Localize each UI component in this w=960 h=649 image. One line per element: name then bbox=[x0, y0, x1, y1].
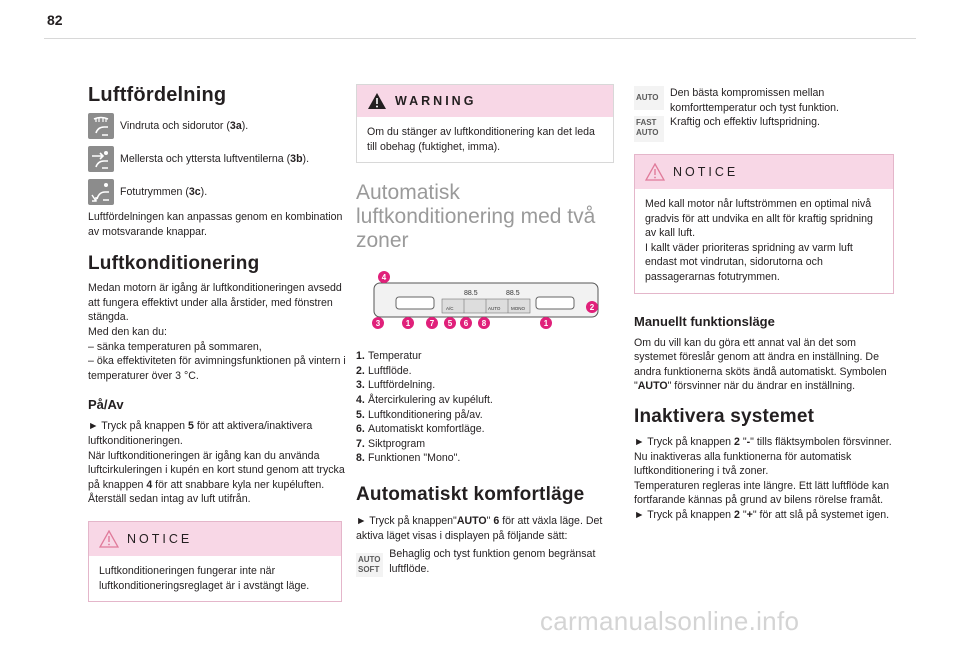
distribution-row-foot bbox=[88, 179, 348, 205]
column-middle bbox=[356, 84, 614, 584]
fast-auto-icon: FAST AUTO bbox=[634, 116, 664, 142]
notice-title: NOTICE bbox=[673, 165, 739, 179]
soft-mode-text: Behaglig och tyst funktion genom begränsat luftflöde. bbox=[389, 548, 596, 575]
notice-text-cold-engine: Med kall motor når luftströmmen en optimal nivå gradvis för att undvika en allt för kraftig spridning av kall luft. bbox=[645, 198, 873, 240]
panel-mono-label: MONO bbox=[511, 306, 525, 312]
legend-item: 8. Funktionen "Mono". bbox=[356, 452, 461, 465]
legend-item: 3. Luftfördelning. bbox=[356, 379, 436, 392]
pa-av-recirculation: När luftkonditioneringen är igång kan du använda luftcirkuleringen i kupén en kort stund genom att trycka på knappen 4 för att snabbare kyla ner kupéluften. Återställ sedan intag av luft utifrån. bbox=[88, 449, 345, 506]
heading-pa-av: På/Av bbox=[88, 397, 124, 413]
panel-callout-label: 3 bbox=[375, 319, 381, 329]
heading-luftkonditionering: Luftkonditionering bbox=[88, 253, 260, 275]
panel-ac-label: A/C bbox=[446, 306, 454, 312]
manuellt-text: Om du vill kan du göra ett annat val än det som systemet föreslår genom att ändra en inställning. De andra funktionerna sköts ändå automatiskt. Symbolen "AUTO" försvinner när du ändrar en inställning. bbox=[634, 336, 887, 393]
legend-item: 6. Automatiskt komfortläge. bbox=[356, 423, 485, 436]
luftkond-intro: Medan motorn är igång är luftkonditioneringen avsedd att fungera effektivt under alla årstider, med fönstren stängda. bbox=[88, 282, 342, 324]
fast-mode-text: Kraftig och effektiv luftspridning. bbox=[670, 116, 820, 129]
header-rule bbox=[44, 38, 916, 39]
distribution-row-vents bbox=[88, 146, 348, 172]
face-vents-airflow-icon bbox=[88, 146, 114, 172]
panel-callout-label: 5 bbox=[447, 319, 453, 329]
luftkond-bullet-winter: – öka effektiviteten för avimningsfunktionen på vintern i temperaturer över 3 °C. bbox=[88, 355, 346, 382]
panel-callout-label: 7 bbox=[429, 319, 435, 329]
inaktivera-text-3: Temperaturen regleras inte längre. Ett lätt luftflöde kan fortfarande kännas på grund av bilens rörelse framåt. bbox=[634, 479, 889, 507]
distribution-row-windshield bbox=[88, 113, 348, 139]
legend-item: 1. Temperatur bbox=[356, 350, 422, 363]
legend-item: 4. Återcirkulering av kupéluft. bbox=[356, 393, 493, 406]
legend-item: 2. Luftflöde. bbox=[356, 364, 412, 377]
distribution-windshield-text: Vindruta och sidorutor (3a). bbox=[120, 119, 249, 132]
column-left bbox=[88, 80, 348, 602]
column-right bbox=[634, 86, 894, 523]
inaktivera-instruction: ► Tryck på knappen 2 "-" tills fläktsymbolen försvinner. bbox=[634, 435, 892, 448]
distribution-description: Luftfördelningen kan anpassas genom en kombination av motsvarande knappar. bbox=[88, 211, 343, 238]
auto-icon: AUTO bbox=[634, 86, 664, 110]
notice-header bbox=[89, 522, 341, 556]
pa-av-instruction: ► Tryck på knappen 5 för att aktivera/inaktivera luftkonditioneringen. bbox=[88, 420, 313, 447]
inaktivera-text-2: Nu inaktiveras alla funktionerna för automatisk luftkonditionering i två zoner. bbox=[634, 450, 852, 478]
watermark: carmanualsonline.info bbox=[540, 606, 800, 636]
komfort-instruction: ► Tryck på knappen"AUTO" 6 för att växla läge. Det aktiva läget visas i displayen på följande sätt: bbox=[356, 514, 603, 542]
legend-list bbox=[356, 349, 614, 466]
panel-callout-label: 6 bbox=[463, 319, 469, 329]
auto-mode-row bbox=[634, 86, 894, 142]
warning-triangle-icon bbox=[367, 92, 387, 110]
footwell-airflow-icon bbox=[88, 179, 114, 205]
luftkond-bullet-summer: – sänka temperaturen på sommaren, bbox=[88, 340, 262, 353]
heading-luftfordelning: Luftfördelning bbox=[88, 84, 227, 106]
distribution-foot-text: Fotutrymmen (3c). bbox=[120, 185, 208, 198]
climate-panel-drawing bbox=[356, 271, 606, 331]
panel-callout-label: 2 bbox=[589, 303, 595, 313]
panel-callout-label: 8 bbox=[481, 319, 487, 329]
notice-triangle-icon bbox=[99, 530, 119, 548]
windshield-airflow-icon bbox=[88, 113, 114, 139]
heading-manuellt: Manuellt funktionsläge bbox=[634, 313, 775, 329]
notice-box-right bbox=[634, 154, 894, 294]
aktivera-instruction: ► Tryck på knappen 2 "+" för att slå på systemet igen. bbox=[634, 508, 890, 521]
panel-callout-label: 4 bbox=[381, 273, 387, 283]
panel-display-right: 88.5 bbox=[506, 290, 520, 298]
warning-text: Om du stänger av luftkonditionering kan det leda till obehag (fuktighet, imma). bbox=[367, 126, 595, 153]
panel-auto-label: AUTO bbox=[488, 306, 501, 312]
notice-triangle-icon bbox=[645, 163, 665, 181]
climate-panel-figure bbox=[356, 271, 606, 331]
warning-header bbox=[357, 85, 613, 117]
panel-display-left: 88.5 bbox=[464, 290, 478, 298]
notice-text-cold-weather: I kallt väder prioriteras spridning av varm luft endast mot vindrutan, sidorutorna och passagerarnas fotutrymmen. bbox=[645, 241, 853, 283]
heading-inaktivera: Inaktivera systemet bbox=[634, 405, 815, 427]
soft-mode-row bbox=[356, 547, 614, 577]
warning-box bbox=[356, 84, 614, 163]
heading-automatiskt-komfortlage: Automatiskt komfortläge bbox=[356, 483, 585, 505]
heading-automatisk-luftkond: Automatisk luftkonditionering med två zoner bbox=[356, 181, 596, 253]
legend-item: 7. Siktprogram bbox=[356, 437, 426, 450]
auto-soft-icon: AUTO SOFT bbox=[356, 553, 383, 577]
notice-box-left bbox=[88, 521, 342, 602]
warning-title: WARNING bbox=[395, 94, 477, 108]
notice-text: Luftkonditioneringen fungerar inte när luftkonditioneringsreglaget är i avstängt läge. bbox=[99, 564, 310, 592]
legend-item: 5. Luftkonditionering på/av. bbox=[356, 408, 483, 421]
luftkond-lead: Med den kan du: bbox=[88, 325, 167, 338]
distribution-vents-text: Mellersta och yttersta luftventilerna (3b). bbox=[120, 152, 310, 165]
panel-callout-label: 1 bbox=[405, 319, 411, 329]
page-number: 82 bbox=[47, 12, 63, 28]
auto-mode-text: Den bästa kompromissen mellan komforttemperatur och tyst funktion. bbox=[670, 87, 839, 114]
panel-callout-label: 1 bbox=[543, 319, 549, 329]
notice-header bbox=[635, 155, 893, 189]
notice-title: NOTICE bbox=[127, 531, 193, 546]
